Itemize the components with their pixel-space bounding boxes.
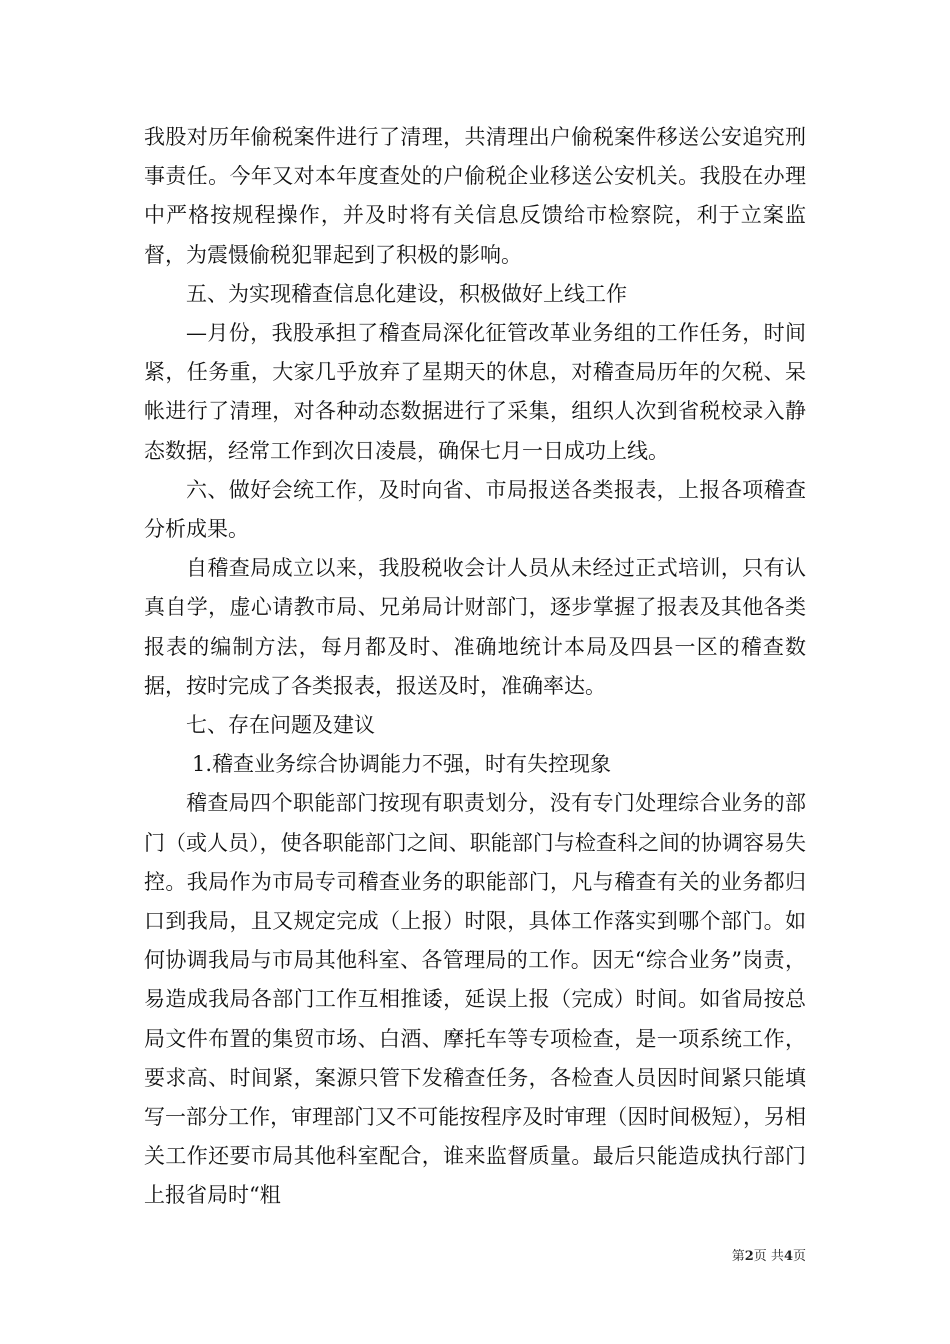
footer-total-pages: 4 bbox=[783, 1249, 793, 1264]
footer-suffix: 页 bbox=[792, 1249, 806, 1264]
paragraph-continuation: 我股对历年偷税案件进行了清理，共清理出户偷税案件移送公安追究刑事责任。今年又对本年度查处的户偷税企业移送公安机关。我股在办理中严格按规程操作，并及时将有关信息反馈给市检察院，利于立案监督，为震慑偷税犯罪起到了积极的影响。 bbox=[144, 125, 806, 267]
paragraph-coordination-issue: 稽查局四个职能部门按现有职责划分，没有专门处理综合业务的部门（或人员），使各职能部门之间、职能部门与检查科之间的协调容易失控。我局作为市局专司稽查业务的职能部门，凡与稽查有关的业务都归口到我局，且又规定完成（上报）时限，具体工作落实到哪个部门。如何协调我局与市局其他科室、各管理局的工作。因无“综合业务”岗责，易造成我局各部门工作互相推诿，延误上报（完成）时间。如省局按总局文件布置的集贸市场、白酒、摩托车等专项检查，是一项系统工作，要求高、时间紧，案源只管下发稽查任务，各检查人员因时间紧只能填写一部分工作，审理部门又不可能按程序及时审理（因时间极短），另相关工作还要市局其他科室配合，谁来监督质量。最后只能造成执行部门上报省局时“粗 bbox=[144, 791, 806, 1208]
page-footer bbox=[600, 1248, 806, 1266]
paragraph-online-work: —月份，我股承担了稽查局深化征管改革业务组的工作任务，时间紧，任务重，大家几乎放弃了星期天的休息，对稽查局历年的欠税、呆帐进行了清理，对各种动态数据进行了采集，组织人次到省税校录入静态数据，经常工作到次日凌晨，确保七月一日成功上线。 bbox=[144, 321, 806, 463]
section-heading-seven: 七、存在问题及建议 bbox=[186, 713, 375, 738]
footer-middle: 页 共 bbox=[753, 1249, 784, 1264]
footer-page-number: 2 bbox=[744, 1249, 754, 1264]
section-heading-six: 六、做好会统工作，及时向省、市局报送各类报表，上报各项稽查分析成果。 bbox=[144, 477, 806, 542]
document-body bbox=[144, 118, 806, 1216]
paragraph-accounting-work: 自稽查局成立以来，我股税收会计人员从未经过正式培训，只有认真自学，虚心请教市局、兄弟局计财部门，逐步掌握了报表及其他各类报表的编制方法，每月都及时、准确地统计本局及四县一区的稽查数据，按时完成了各类报表，报送及时，准确率达。 bbox=[144, 556, 806, 698]
footer-prefix: 第 bbox=[731, 1249, 745, 1264]
sub-heading-one: 1.稽查业务综合协调能力不强，时有失控现象 bbox=[192, 752, 612, 777]
section-heading-five: 五、为实现稽查信息化建设，积极做好上线工作 bbox=[186, 281, 627, 306]
